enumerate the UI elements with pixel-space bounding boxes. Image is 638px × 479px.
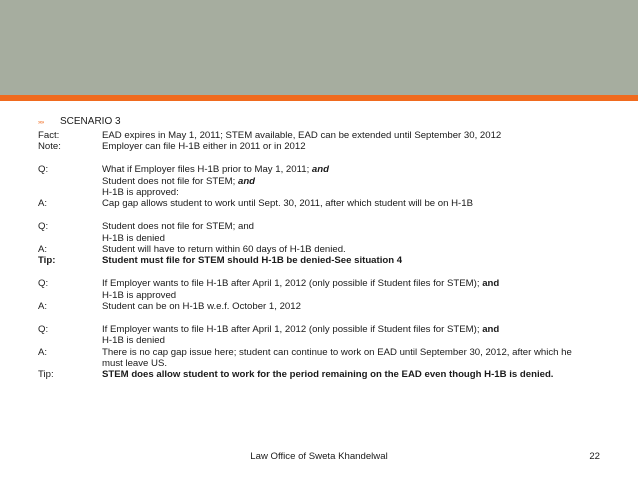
qa4-question-row bbox=[38, 324, 618, 335]
note-label: Note: bbox=[38, 141, 61, 153]
qa1-a-label: A: bbox=[38, 198, 48, 210]
qa3-q-label: Q: bbox=[38, 278, 49, 290]
qa1-q-line2-text: Student does not file for STEM; bbox=[102, 175, 238, 187]
qa3-a-text: Student can be on H-1B w.e.f. October 1, 2012 bbox=[102, 301, 301, 313]
fact-row bbox=[38, 130, 618, 141]
qa1-question-row bbox=[38, 164, 618, 175]
qa2-question-row-2 bbox=[38, 233, 618, 244]
header-band bbox=[0, 0, 638, 95]
qa3-answer-row bbox=[38, 301, 618, 312]
qa1-q-label: Q: bbox=[38, 164, 49, 176]
qa4-answer-row-2 bbox=[38, 358, 618, 369]
slide-content bbox=[38, 116, 618, 381]
qa2-q-line2: H-1B is denied bbox=[102, 232, 165, 244]
qa4-q-line1 bbox=[102, 324, 618, 335]
qa3-q-line1-and: and bbox=[482, 278, 500, 290]
accent-rule bbox=[0, 95, 638, 101]
fact-text: EAD expires in May 1, 2011; STEM available, EAD can be extended until September 30, 2012 bbox=[102, 130, 502, 141]
qa2-q-label: Q: bbox=[38, 221, 49, 233]
qa2-tip-label: Tip: bbox=[38, 255, 56, 267]
qa2-answer-row bbox=[38, 244, 618, 255]
qa1-q-line2 bbox=[102, 176, 618, 187]
footer-firm-name: Law Office of Sweta Khandelwal bbox=[250, 451, 388, 462]
qa1-q-line1 bbox=[102, 164, 618, 175]
qa4-a-line2: must leave US. bbox=[102, 358, 168, 370]
qa3-question-row bbox=[38, 278, 618, 289]
note-text: Employer can file H-1B either in 2011 or in 2012 bbox=[102, 141, 306, 153]
qa4-tip-row bbox=[38, 369, 618, 380]
qa4-a-label: A: bbox=[38, 346, 48, 358]
spacer bbox=[38, 153, 618, 164]
qa1-question-row-2 bbox=[38, 176, 618, 187]
note-row bbox=[38, 141, 618, 152]
qa3-q-line1-text: If Employer wants to file H-1B after April 1, 2012 (only possible if Student files for STEM); bbox=[102, 278, 483, 290]
qa2-a-text: Student will have to return within 60 days of H-1B denied. bbox=[102, 244, 346, 256]
qa4-q-label: Q: bbox=[38, 323, 49, 335]
qa4-q-line1-and: and bbox=[482, 323, 500, 335]
page-number: 22 bbox=[589, 451, 600, 462]
qa3-q-line1 bbox=[102, 278, 618, 289]
qa2-tip-row bbox=[38, 255, 618, 266]
qa3-q-line2: H-1B is approved bbox=[102, 289, 177, 301]
qa1-q-line2-and: and bbox=[237, 175, 256, 187]
qa4-question-row-2 bbox=[38, 335, 618, 346]
qa1-q-line1-and: and bbox=[311, 164, 329, 176]
qa1-a-text: Cap gap allows student to work until Sept. 30, 2011, after which student will be on H-1B bbox=[102, 198, 473, 210]
spacer bbox=[38, 210, 618, 221]
qa4-tip-label: Tip: bbox=[38, 369, 54, 381]
bullet-icon: »» bbox=[38, 120, 44, 126]
qa1-question-row-3 bbox=[38, 187, 618, 198]
scenario-title: SCENARIO 3 bbox=[60, 116, 121, 127]
qa2-question-row bbox=[38, 221, 618, 232]
qa4-q-line2: H-1B is denied bbox=[102, 335, 165, 347]
qa2-tip-text: Student must file for STEM should H-1B be denied-See situation 4 bbox=[102, 255, 403, 267]
spacer bbox=[38, 267, 618, 278]
qa2-q-line1: Student does not file for STEM; and bbox=[102, 221, 254, 233]
qa1-q-line3: H-1B is approved: bbox=[102, 187, 179, 199]
qa1-q-line1-text: What if Employer files H-1B prior to May 1, 2011; bbox=[102, 164, 312, 176]
qa1-answer-row bbox=[38, 198, 618, 209]
qa3-question-row-2 bbox=[38, 290, 618, 301]
fact-label: Fact: bbox=[38, 130, 60, 141]
qa4-a-line1: There is no cap gap issue here; student can continue to work on EAD until September 30, 2012, after which he bbox=[102, 346, 572, 358]
qa4-tip-text: STEM does allow student to work for the period remaining on the EAD even though H-1B is denied. bbox=[102, 369, 554, 381]
qa2-a-label: A: bbox=[38, 244, 48, 256]
qa4-q-line1-text: If Employer wants to file H-1B after April 1, 2012 (only possible if Student files for STEM); bbox=[102, 323, 483, 335]
scenario-heading bbox=[38, 116, 618, 130]
footer bbox=[0, 451, 638, 465]
qa3-a-label: A: bbox=[38, 301, 48, 313]
spacer bbox=[38, 312, 618, 323]
qa4-answer-row bbox=[38, 347, 618, 358]
